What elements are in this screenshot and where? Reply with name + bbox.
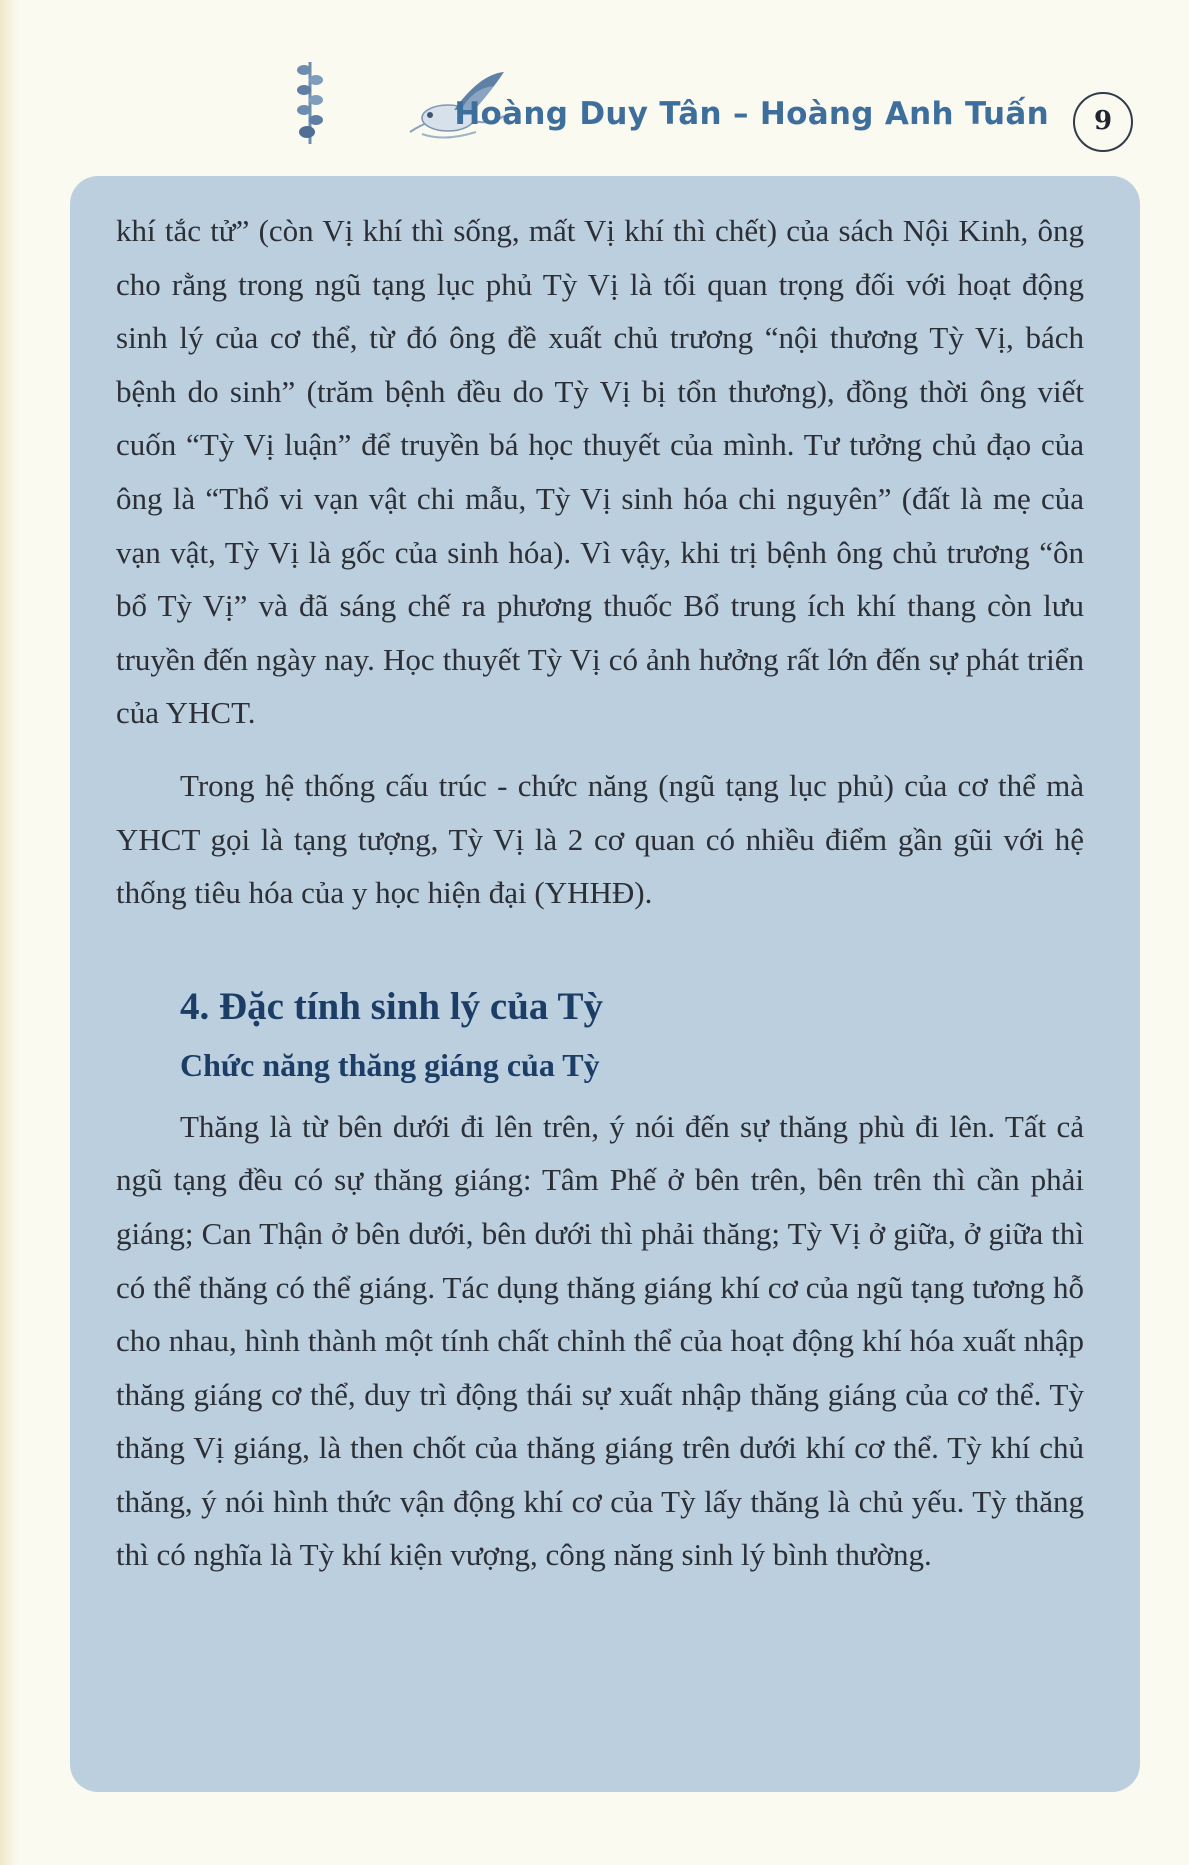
body-paragraph: khí tắc tử” (còn Vị khí thì sống, mất Vị khí thì chết) của sách Nội Kinh, ông cho rằng trong ngũ tạng lục phủ Tỳ Vị là tối quan trọng đối với hoạt động sinh lý của cơ thể, từ đó ông đề xuất chủ trương “nội thương Tỳ Vị, bách bệnh do sinh” (trăm bệnh đều do Tỳ Vị bị tổn thương), đồng thời ông viết cuốn “Tỳ Vị luận” để truyền bá học thuyết của mình. Tư tưởng chủ đạo của ông là “Thổ vi vạn vật chi mẫu, Tỳ Vị sinh hóa chi nguyên” (đất là mẹ của vạn vật, Tỳ Vị là gốc của sinh hóa). Vì vậy, khi trị bệnh ông chủ trương “ôn bổ Tỳ Vị” và đã sáng chế ra phương thuốc Bổ trung ích khí thang còn lưu truyền đến ngày nay. Học thuyết Tỳ Vị có ảnh hưởng rất lớn đến sự phát triển của YHCT. (116, 213, 1084, 731)
subsection-heading: Chức năng thăng giáng của Tỳ (180, 1046, 600, 1083)
section-heading: 4. Đặc tính sinh lý của Tỳ (180, 984, 603, 1028)
page-number: 9 (1073, 92, 1133, 152)
content-box (70, 176, 1140, 1792)
page-edge (0, 0, 18, 1865)
body-paragraph: Trong hệ thống cấu trúc - chức năng (ngũ tạng lục phủ) của cơ thể mà YHCT gọi là tạng tượng, Tỳ Vị là 2 cơ quan có nhiều điểm gần gũi với hệ thống tiêu hóa của y học hiện đại (YHHĐ). (116, 767, 1084, 911)
running-head: Hoàng Duy Tân – Hoàng Anh Tuấn (454, 96, 1049, 132)
page-header (0, 0, 1189, 170)
flower-vine-icon (290, 58, 330, 148)
body-paragraph: Thăng là từ bên dưới đi lên trên, ý nói đến sự thăng phù đi lên. Tất cả ngũ tạng đều có sự thăng giáng: Tâm Phế ở bên trên, bên trên thì cần phải giáng; Can Thận ở bên dưới, bên dưới thì phải thăng; Tỳ Vị ở giữa, ở giữa thì có thể thăng có thể giáng. Tác dụng thăng giáng khí cơ của ngũ tạng tương hỗ cho nhau, hình thành một tính chất chỉnh thể của hoạt động khí hóa xuất nhập thăng giáng cơ thể, duy trì động thái sự xuất nhập thăng giáng của cơ thể. Tỳ thăng Vị giáng, là then chốt của thăng giáng trên dưới khí cơ thể. Tỳ khí chủ thăng, ý nói hình thức vận động khí cơ của Tỳ lấy thăng là chủ yếu. Tỳ thăng thì có nghĩa là Tỳ khí kiện vượng, công năng sinh lý bình thường. (116, 1108, 1084, 1573)
